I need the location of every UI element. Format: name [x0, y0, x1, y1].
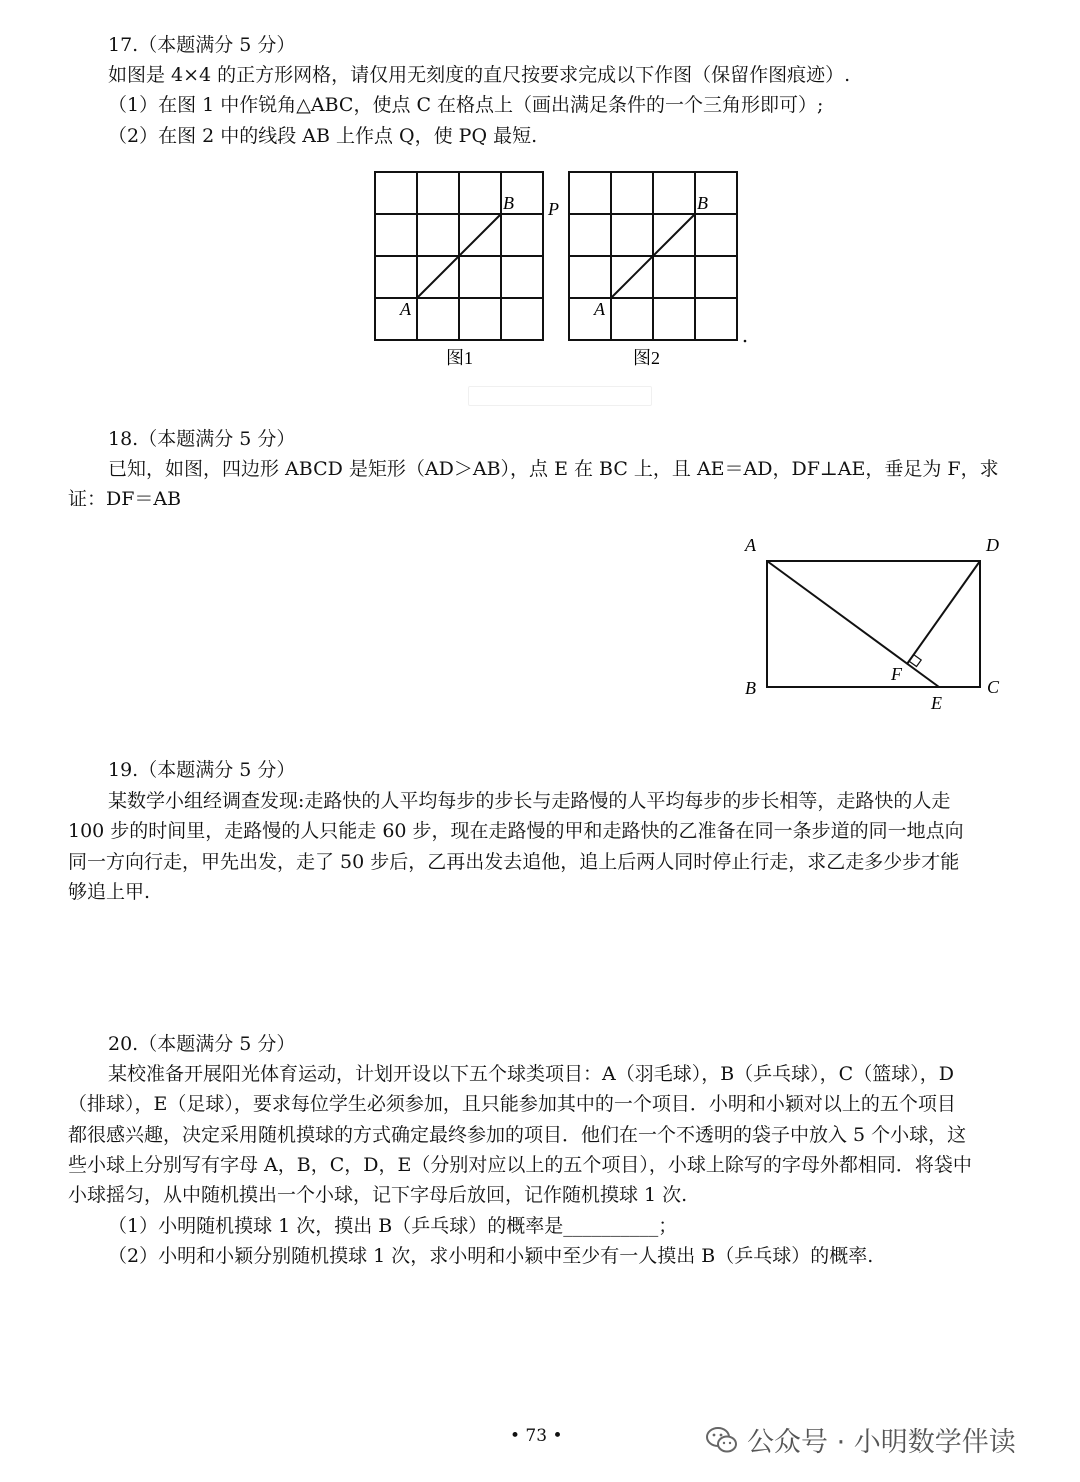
- label-c: C: [987, 677, 1000, 697]
- fig2-caption: 图2: [633, 348, 660, 368]
- q19-line: 够追上甲.: [68, 881, 151, 903]
- watermark-text: 公众号 · 小明数学伴读: [747, 1427, 1016, 1458]
- wechat-icon: [705, 1425, 739, 1455]
- q20-line: 小球摇匀，从中随机摸出一个小球，记下字母后放回，记作随机摸球 1 次.: [68, 1184, 688, 1206]
- q19-line: 某数学小组经调查发现:走路快的人平均每步的步长与走路慢的人平均每步的步长相等，走路快的人走: [108, 790, 951, 812]
- label-b: B: [745, 678, 756, 698]
- fig1-label-a: A: [400, 299, 411, 319]
- fig1-caption: 图1: [446, 348, 473, 368]
- label-f: F: [891, 664, 902, 684]
- q19-heading: 19.（本题满分 5 分）: [108, 759, 296, 781]
- q17-figures: [360, 165, 760, 380]
- q20-line: 某校准备开展阳光体育运动，计划开设以下五个球类项目：A（羽毛球），B（乒乓球），C（篮球），D: [108, 1063, 954, 1085]
- label-d: D: [986, 535, 999, 555]
- q18-heading: 18.（本题满分 5 分）: [108, 428, 296, 450]
- q17-intro: 如图是 4×4 的正方形网格，请仅用无刻度的直尺按要求完成以下作图（保留作图痕迹）.: [108, 64, 851, 86]
- q20-line: （排球），E（足球），要求每位学生必须参加，且只能参加其中的一个项目．小明和小颖对以上的五个项目: [68, 1093, 956, 1115]
- label-a: A: [745, 535, 756, 555]
- fig2-label-a: A: [594, 299, 605, 319]
- segment-ae: [767, 561, 939, 687]
- q20-heading: 20.（本题满分 5 分）: [108, 1033, 296, 1055]
- q18-line1: 已知，如图，四边形 ABCD 是矩形（AD＞AB），点 E 在 BC 上，且 AE＝AD，DF⊥AE，垂足为 F，求: [108, 458, 999, 480]
- q20-part2: （2）小明和小颖分别随机摸球 1 次，求小明和小颖中至少有一人摸出 B（乒乓球）的概率.: [108, 1245, 874, 1267]
- q20-line: 都很感兴趣，决定采用随机摸球的方式确定最终参加的项目．他们在一个不透明的袋子中放入 5 个小球，这: [68, 1124, 967, 1146]
- q20-part1: （1）小明随机摸球 1 次，摸出 B（乒乓球）的概率是__________；: [108, 1215, 678, 1237]
- q18-line2: 证：DF＝AB: [68, 488, 182, 510]
- q18-rectangle-figure: [730, 530, 1020, 720]
- fig2-label-p: P: [548, 199, 559, 219]
- q19-line: 100 步的时间里，走路慢的人只能走 60 步，现在走路慢的甲和走路快的乙准备在同一条步道的同一地点向: [68, 820, 964, 842]
- q20-line: 些小球上分别写有字母 A，B，C，D，E（分别对应以上的五个项目），小球上除写的字母外都相同．将袋中: [68, 1154, 972, 1176]
- label-e: E: [931, 693, 942, 713]
- fig1-label-b: B: [503, 193, 514, 213]
- faint-divider: [468, 386, 652, 406]
- fig2-label-b: B: [697, 193, 708, 213]
- q17-heading: 17.（本题满分 5 分）: [108, 34, 296, 56]
- q17-part1: （1）在图 1 中作锐角△ABC，使点 C 在格点上（画出满足条件的一个三角形即可）;: [108, 94, 824, 116]
- rectangle-abcd: [767, 561, 980, 687]
- fig2-dot: [744, 340, 747, 343]
- page-number: • 73 •: [510, 1426, 563, 1446]
- watermark: [705, 1420, 1016, 1459]
- q17-part2: （2）在图 2 中的线段 AB 上作点 Q，使 PQ 最短.: [108, 125, 538, 147]
- segment-df: [907, 561, 980, 664]
- q19-line: 同一方向行走，甲先出发，走了 50 步后，乙再出发去追他，追上后两人同时停止行走，求乙走多少步才能: [68, 851, 960, 873]
